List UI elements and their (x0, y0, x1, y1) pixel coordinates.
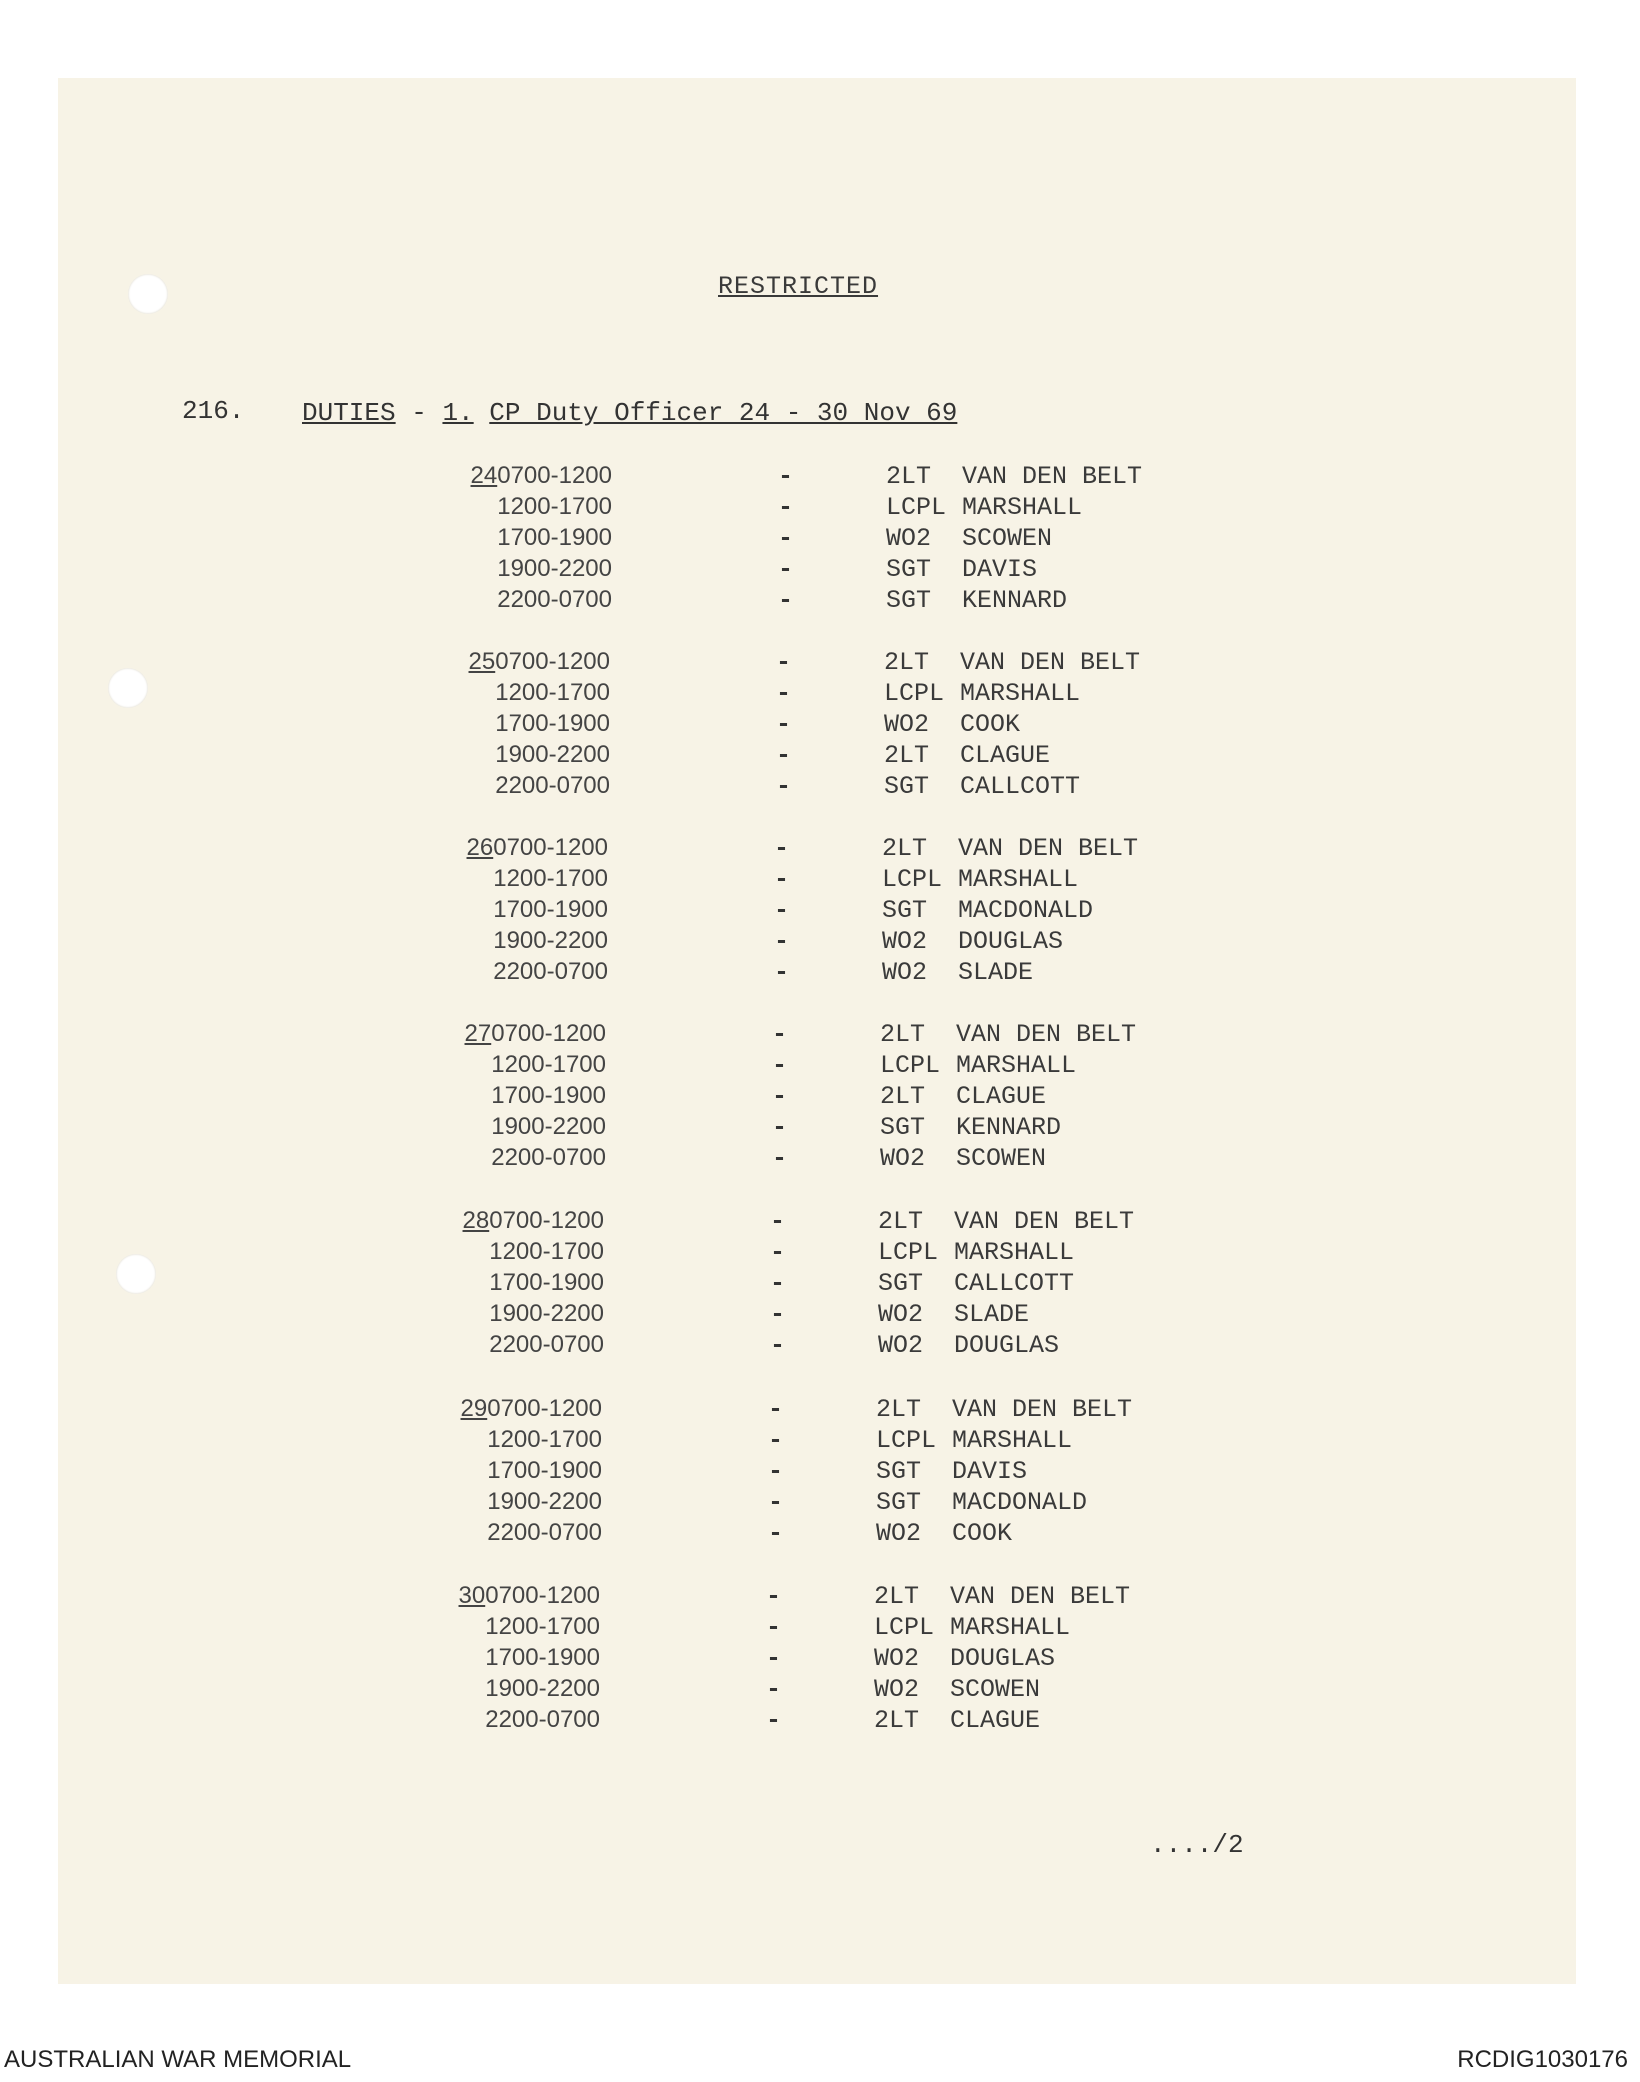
roster-row (0, 1426, 1640, 1456)
officer-name: CLAGUE (950, 1706, 1041, 1735)
roster-row (0, 1300, 1640, 1330)
officer-rank: 2LT (874, 1582, 920, 1611)
shift-time: 1200-1700 (487, 1426, 602, 1453)
row-dash: - (772, 1113, 788, 1142)
roster-row (0, 1519, 1640, 1549)
shift-time: 280700-1200 (462, 1207, 604, 1234)
roster-row (0, 524, 1640, 554)
shift-time: 240700-1200 (470, 462, 612, 489)
shift-time: 1900-2200 (491, 1113, 606, 1140)
shift-time: 1900-2200 (493, 927, 608, 954)
officer-rank: WO2 (886, 524, 932, 553)
roster-row (0, 1488, 1640, 1518)
row-dash: - (778, 493, 794, 522)
row-dash: - (774, 865, 790, 894)
row-dash: - (776, 772, 792, 801)
roster-row (0, 1051, 1640, 1081)
shift-time: 1200-1700 (489, 1238, 604, 1265)
roster-row (0, 741, 1640, 771)
officer-rank: 2LT (886, 462, 932, 491)
row-dash: - (770, 1207, 786, 1236)
row-dash: - (768, 1426, 784, 1455)
row-dash: - (770, 1331, 786, 1360)
shift-time: 2200-0700 (487, 1519, 602, 1546)
officer-rank: SGT (880, 1113, 926, 1142)
day-number: 24 (470, 462, 498, 489)
footer-reference: RCDIG1030176 (1457, 2046, 1628, 2073)
row-dash: - (770, 1269, 786, 1298)
roster-row (0, 1207, 1640, 1237)
day-number: 26 (466, 834, 494, 861)
officer-rank: LCPL (886, 493, 947, 522)
shift-time: 1200-1700 (491, 1051, 606, 1078)
row-dash: - (774, 896, 790, 925)
roster-row (0, 1113, 1640, 1143)
officer-name: CALLCOTT (960, 772, 1081, 801)
shift-time: 1700-1900 (491, 1082, 606, 1109)
officer-rank: SGT (876, 1488, 922, 1517)
officer-name: DOUGLAS (950, 1644, 1056, 1673)
roster-row (0, 1644, 1640, 1674)
officer-name: KENNARD (962, 586, 1068, 615)
roster-row (0, 1582, 1640, 1612)
punch-hole (128, 274, 168, 314)
officer-rank: WO2 (874, 1675, 920, 1704)
shift-time: 1900-2200 (495, 741, 610, 768)
item-number: 1. (442, 398, 474, 428)
officer-rank: LCPL (876, 1426, 937, 1455)
officer-rank: WO2 (884, 710, 930, 739)
shift-time: 1700-1900 (485, 1644, 600, 1671)
row-dash: - (770, 1238, 786, 1267)
officer-rank: WO2 (882, 958, 928, 987)
officer-rank: LCPL (882, 865, 943, 894)
shift-time: 1700-1900 (487, 1457, 602, 1484)
row-dash: - (772, 1020, 788, 1049)
day-number: 25 (468, 648, 496, 675)
roster-row (0, 679, 1640, 709)
roster-row (0, 493, 1640, 523)
row-dash: - (774, 927, 790, 956)
officer-name: COOK (960, 710, 1021, 739)
shift-time: 1700-1900 (493, 896, 608, 923)
officer-name: MARSHALL (956, 1051, 1077, 1080)
officer-rank: LCPL (884, 679, 945, 708)
roster-row (0, 772, 1640, 802)
roster-row (0, 1457, 1640, 1487)
officer-rank: 2LT (884, 648, 930, 677)
officer-rank: WO2 (874, 1644, 920, 1673)
shift-time: 260700-1200 (466, 834, 608, 861)
roster-row (0, 1020, 1640, 1050)
roster-row (0, 1269, 1640, 1299)
officer-name: DAVIS (962, 555, 1038, 584)
officer-name: VAN DEN BELT (956, 1020, 1137, 1049)
officer-rank: LCPL (874, 1613, 935, 1642)
officer-name: MARSHALL (950, 1613, 1071, 1642)
roster-row (0, 1331, 1640, 1361)
shift-time: 2200-0700 (497, 586, 612, 613)
shift-time: 2200-0700 (489, 1331, 604, 1358)
officer-rank: WO2 (882, 927, 928, 956)
roster-row (0, 1706, 1640, 1736)
officer-rank: SGT (884, 772, 930, 801)
officer-rank: SGT (886, 555, 932, 584)
officer-rank: SGT (878, 1269, 924, 1298)
day-number: 30 (458, 1582, 486, 1609)
shift-time: 270700-1200 (464, 1020, 606, 1047)
officer-rank: 2LT (874, 1706, 920, 1735)
row-dash: - (766, 1644, 782, 1673)
officer-rank: 2LT (884, 741, 930, 770)
row-dash: - (768, 1488, 784, 1517)
officer-name: VAN DEN BELT (960, 648, 1141, 677)
shift-time: 1700-1900 (497, 524, 612, 551)
officer-rank: 2LT (880, 1082, 926, 1111)
roster-row (0, 1144, 1640, 1174)
roster-row (0, 865, 1640, 895)
roster-row (0, 555, 1640, 585)
paragraph-number: 216. (182, 396, 245, 426)
roster-row (0, 958, 1640, 988)
roster-row (0, 1238, 1640, 1268)
officer-name: DAVIS (952, 1457, 1028, 1486)
day-number: 28 (462, 1207, 490, 1234)
roster-row (0, 648, 1640, 678)
shift-time: 1200-1700 (493, 865, 608, 892)
officer-name: VAN DEN BELT (958, 834, 1139, 863)
officer-name: MARSHALL (958, 865, 1079, 894)
roster-row (0, 927, 1640, 957)
officer-rank: WO2 (880, 1144, 926, 1173)
officer-rank: WO2 (876, 1519, 922, 1548)
shift-time: 2200-0700 (493, 958, 608, 985)
row-dash: - (774, 834, 790, 863)
officer-name: MACDONALD (958, 896, 1094, 925)
row-dash: - (768, 1457, 784, 1486)
day-number: 27 (464, 1020, 492, 1047)
roster-row (0, 1613, 1640, 1643)
shift-time: 1200-1700 (497, 493, 612, 520)
officer-rank: 2LT (880, 1020, 926, 1049)
row-dash: - (776, 679, 792, 708)
officer-name: COOK (952, 1519, 1013, 1548)
officer-name: MARSHALL (960, 679, 1081, 708)
section-title: DUTIES (302, 398, 396, 428)
heading-separator: - (411, 398, 427, 428)
officer-name: VAN DEN BELT (952, 1395, 1133, 1424)
officer-name: SCOWEN (956, 1144, 1047, 1173)
row-dash: - (772, 1082, 788, 1111)
row-dash: - (766, 1613, 782, 1642)
section-heading (302, 398, 957, 428)
shift-time: 1200-1700 (495, 679, 610, 706)
shift-time: 250700-1200 (468, 648, 610, 675)
roster-row (0, 834, 1640, 864)
shift-time: 300700-1200 (458, 1582, 600, 1609)
officer-name: SCOWEN (962, 524, 1053, 553)
officer-name: SLADE (954, 1300, 1030, 1329)
officer-name: MARSHALL (962, 493, 1083, 522)
officer-name: CLAGUE (960, 741, 1051, 770)
officer-rank: LCPL (878, 1238, 939, 1267)
continuation-marker: ..../2 (1150, 1830, 1244, 1860)
row-dash: - (772, 1144, 788, 1173)
row-dash: - (768, 1395, 784, 1424)
roster-row (0, 896, 1640, 926)
row-dash: - (766, 1706, 782, 1735)
officer-name: CALLCOTT (954, 1269, 1075, 1298)
row-dash: - (766, 1675, 782, 1704)
shift-time: 1900-2200 (485, 1675, 600, 1702)
row-dash: - (776, 648, 792, 677)
row-dash: - (776, 710, 792, 739)
officer-name: KENNARD (956, 1113, 1062, 1142)
officer-rank: SGT (886, 586, 932, 615)
row-dash: - (776, 741, 792, 770)
footer-institution: AUSTRALIAN WAR MEMORIAL (4, 2046, 352, 2073)
officer-rank: WO2 (878, 1300, 924, 1329)
roster-row (0, 586, 1640, 616)
day-number: 29 (460, 1395, 488, 1422)
officer-name: MACDONALD (952, 1488, 1088, 1517)
roster-row (0, 462, 1640, 492)
row-dash: - (778, 462, 794, 491)
row-dash: - (778, 524, 794, 553)
roster-row (0, 1082, 1640, 1112)
officer-name: DOUGLAS (958, 927, 1064, 956)
officer-rank: LCPL (880, 1051, 941, 1080)
row-dash: - (768, 1519, 784, 1548)
section-subtitle: CP Duty Officer 24 - 30 Nov 69 (489, 398, 958, 428)
row-dash: - (774, 958, 790, 987)
shift-time: 290700-1200 (460, 1395, 602, 1422)
roster-row (0, 710, 1640, 740)
row-dash: - (778, 555, 794, 584)
officer-name: VAN DEN BELT (954, 1207, 1135, 1236)
shift-time: 1700-1900 (495, 710, 610, 737)
officer-rank: 2LT (876, 1395, 922, 1424)
officer-name: VAN DEN BELT (950, 1582, 1131, 1611)
officer-rank: SGT (882, 896, 928, 925)
officer-rank: SGT (876, 1457, 922, 1486)
row-dash: - (770, 1300, 786, 1329)
officer-rank: WO2 (878, 1331, 924, 1360)
shift-time: 1900-2200 (489, 1300, 604, 1327)
shift-time: 2200-0700 (491, 1144, 606, 1171)
officer-name: MARSHALL (952, 1426, 1073, 1455)
classification-header: RESTRICTED (718, 272, 879, 301)
shift-time: 1900-2200 (497, 555, 612, 582)
officer-name: VAN DEN BELT (962, 462, 1143, 491)
officer-name: CLAGUE (956, 1082, 1047, 1111)
officer-rank: 2LT (878, 1207, 924, 1236)
officer-name: DOUGLAS (954, 1331, 1060, 1360)
roster-row (0, 1675, 1640, 1705)
officer-name: SLADE (958, 958, 1034, 987)
row-dash: - (778, 586, 794, 615)
shift-time: 2200-0700 (495, 772, 610, 799)
row-dash: - (772, 1051, 788, 1080)
row-dash: - (766, 1582, 782, 1611)
roster-row (0, 1395, 1640, 1425)
shift-time: 1200-1700 (485, 1613, 600, 1640)
officer-name: MARSHALL (954, 1238, 1075, 1267)
shift-time: 2200-0700 (485, 1706, 600, 1733)
officer-rank: 2LT (882, 834, 928, 863)
shift-time: 1900-2200 (487, 1488, 602, 1515)
officer-name: SCOWEN (950, 1675, 1041, 1704)
shift-time: 1700-1900 (489, 1269, 604, 1296)
